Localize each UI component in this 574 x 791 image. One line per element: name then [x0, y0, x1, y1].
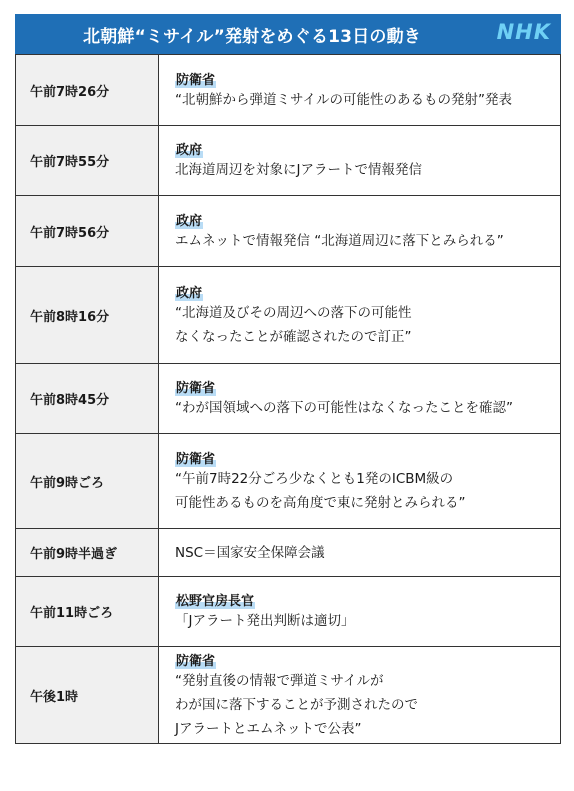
event-description — [175, 301, 552, 349]
event-line: Jアラートとエムネットで公表” — [175, 720, 362, 737]
row-time: 午前8時45分 — [16, 364, 159, 434]
row-event — [159, 196, 561, 267]
timeline-row — [16, 267, 561, 364]
row-time: 午前7時26分 — [16, 55, 159, 126]
event-line: なくなったことが確認されたので訂正” — [175, 328, 412, 345]
timeline-row — [16, 364, 561, 434]
event-source: 政府 — [176, 213, 203, 229]
timeline-row — [16, 647, 561, 744]
timeline-row — [16, 55, 561, 126]
event-description — [175, 88, 552, 112]
event-line: エムネットで情報発信 “北海道周辺に落下とみられる” — [175, 232, 504, 249]
event-description — [175, 467, 552, 515]
event-source: 松野官房長官 — [176, 594, 255, 609]
timeline-row — [16, 529, 561, 577]
row-event — [159, 55, 561, 126]
timeline-row — [16, 196, 561, 267]
event-description — [175, 229, 552, 253]
event-source: 防衛省 — [176, 381, 216, 396]
timeline-row — [16, 577, 561, 647]
nhk-logo: NHK — [496, 20, 551, 44]
event-source: 防衛省 — [176, 72, 216, 88]
event-source: 政府 — [176, 285, 203, 301]
row-event — [159, 647, 561, 744]
row-time: 午前8時16分 — [16, 267, 159, 364]
row-time: 午前7時56分 — [16, 196, 159, 267]
event-line: NSC＝国家安全保障会議 — [175, 544, 325, 561]
row-time: 午前9時ごろ — [16, 434, 159, 529]
row-time: 午前11時ごろ — [16, 577, 159, 647]
event-line: わが国に落下することが予測されたので — [175, 696, 418, 713]
event-line: 北海道周辺を対象にJアラートで情報発信 — [175, 162, 422, 178]
event-line: 「Jアラート発出判断は適切」 — [175, 613, 355, 629]
timeline-table — [15, 54, 561, 744]
row-event — [159, 364, 561, 434]
event-description — [175, 669, 552, 741]
row-time: 午前9時半過ぎ — [16, 529, 159, 577]
row-event — [159, 577, 561, 647]
event-line: “北朝鮮から弾道ミサイルの可能性のあるもの発射”発表 — [175, 91, 513, 108]
header-banner — [15, 14, 561, 54]
page-title: 北朝鮮“ミサイル”発射をめぐる13日の動き — [83, 26, 422, 47]
event-description — [175, 609, 552, 633]
row-event — [159, 434, 561, 529]
row-time: 午前7時55分 — [16, 126, 159, 196]
event-description — [175, 158, 552, 182]
timeline-row — [16, 434, 561, 529]
event-line: “北海道及びその周辺への落下の可能性 — [175, 304, 412, 321]
event-source: 防衛省 — [176, 451, 216, 467]
row-event — [159, 529, 561, 577]
event-line: “わが国領域への落下の可能性はなくなったことを確認” — [175, 400, 513, 416]
row-time: 午後1時 — [16, 647, 159, 744]
event-line: 可能性あるものを高角度で東に発射とみられる” — [175, 494, 466, 511]
event-line: “午前7時22分ごろ少なくとも1発のICBM級の — [175, 470, 454, 487]
event-source: 防衛省 — [176, 653, 216, 669]
event-line: “発射直後の情報で弾道ミサイルが — [175, 672, 384, 689]
event-source: 政府 — [176, 143, 203, 158]
timeline-row — [16, 126, 561, 196]
row-event — [159, 267, 561, 364]
event-description — [175, 541, 552, 565]
row-event — [159, 126, 561, 196]
event-description — [175, 396, 552, 420]
